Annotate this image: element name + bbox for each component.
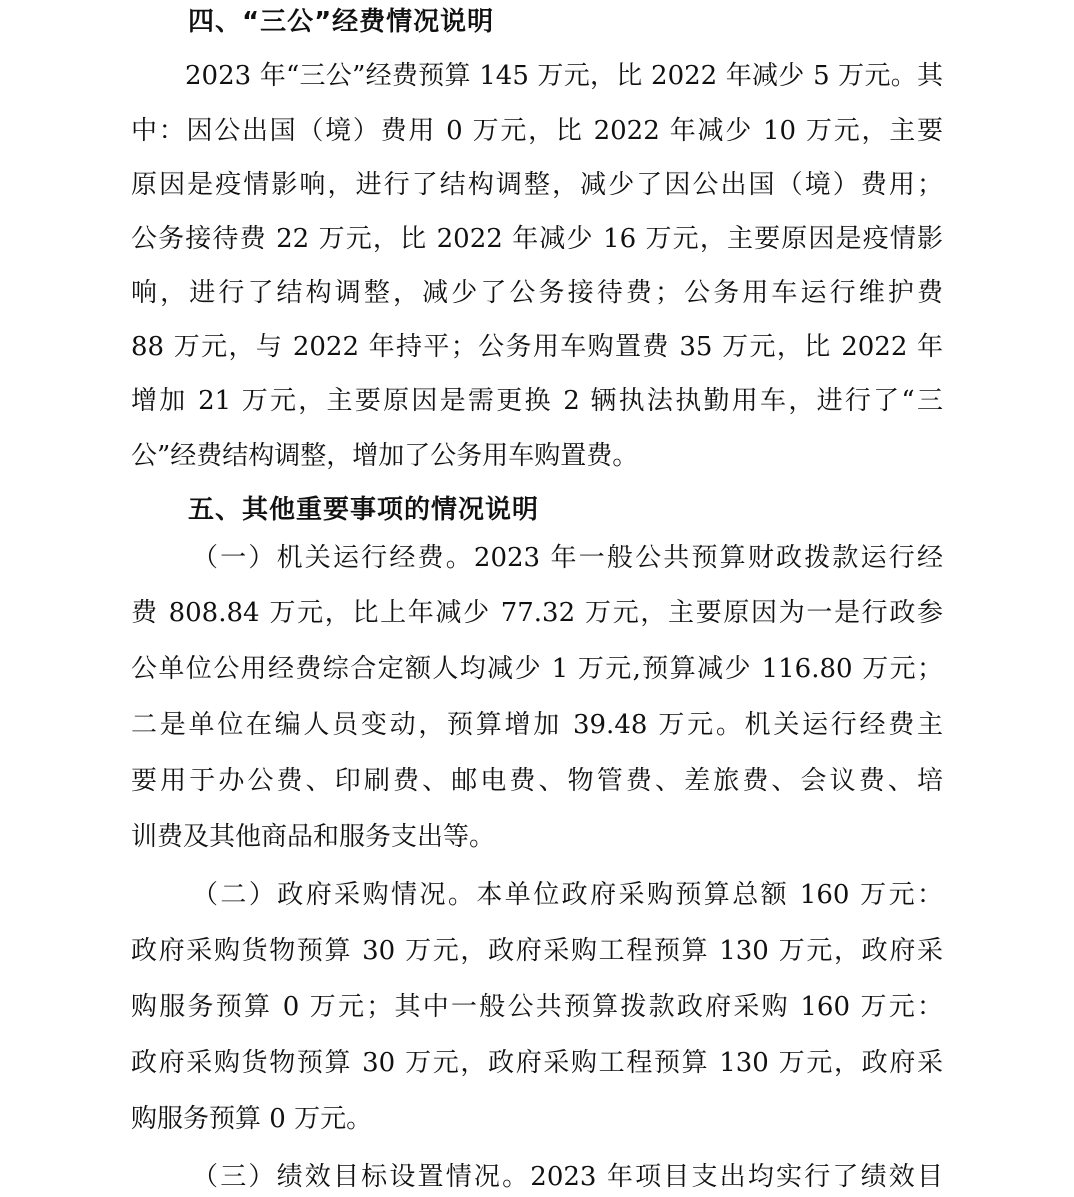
section-4-line-7: 增加 21 万元，主要原因是需更换 2 辆执法执勤用车，进行了“三 — [131, 386, 943, 416]
section-4-line-8: 公”经费结构调整，增加了公务用车购置费。 — [131, 441, 639, 471]
item-1-line-1: （一）机关运行经费。2023 年一般公共预算财政拨款运行经 — [192, 543, 943, 573]
item-2-line-3: 购服务预算 0 万元；其中一般公共预算拨款政府采购 160 万元： — [131, 992, 943, 1022]
item-1-line-6: 训费及其他商品和服务支出等。 — [131, 822, 496, 852]
section-4-line-5: 响，进行了结构调整，减少了公务接待费；公务用车运行维护费 — [131, 278, 943, 308]
item-2-line-5: 购服务预算 0 万元。 — [131, 1104, 373, 1134]
section-4-line-1: 2023 年“三公”经费预算 145 万元，比 2022 年减少 5 万元。其 — [185, 61, 943, 91]
section-5-heading: 五、其他重要事项的情况说明 — [188, 495, 540, 525]
item-1-line-2: 费 808.84 万元，比上年减少 77.32 万元，主要原因为一是行政参 — [131, 598, 943, 628]
item-2-line-4: 政府采购货物预算 30 万元，政府采购工程预算 130 万元，政府采 — [131, 1048, 943, 1078]
item-1-line-4: 二是单位在编人员变动，预算增加 39.48 万元。机关运行经费主 — [131, 710, 943, 740]
section-4-line-2: 中：因公出国（境）费用 0 万元，比 2022 年减少 10 万元，主要 — [131, 116, 943, 146]
section-4-line-6: 88 万元，与 2022 年持平；公务用车购置费 35 万元，比 2022 年 — [131, 332, 943, 362]
item-1-line-3: 公单位公用经费综合定额人均减少 1 万元,预算减少 116.80 万元； — [131, 654, 943, 684]
section-4-line-4: 公务接待费 22 万元，比 2022 年减少 16 万元，主要原因是疫情影 — [131, 224, 943, 254]
section-4-heading: 四、“三公”经费情况说明 — [188, 7, 495, 37]
item-1-line-5: 要用于办公费、印刷费、邮电费、物管费、差旅费、会议费、培 — [131, 766, 943, 796]
section-4-line-3: 原因是疫情影响，进行了结构调整，减少了因公出国（境）费用； — [131, 170, 943, 200]
item-2-line-2: 政府采购货物预算 30 万元，政府采购工程预算 130 万元，政府采 — [131, 936, 943, 966]
item-3-line-1: （三）绩效目标设置情况。2023 年项目支出均实行了绩效目 — [192, 1162, 943, 1192]
item-2-line-1: （二）政府采购情况。本单位政府采购预算总额 160 万元： — [192, 880, 943, 910]
